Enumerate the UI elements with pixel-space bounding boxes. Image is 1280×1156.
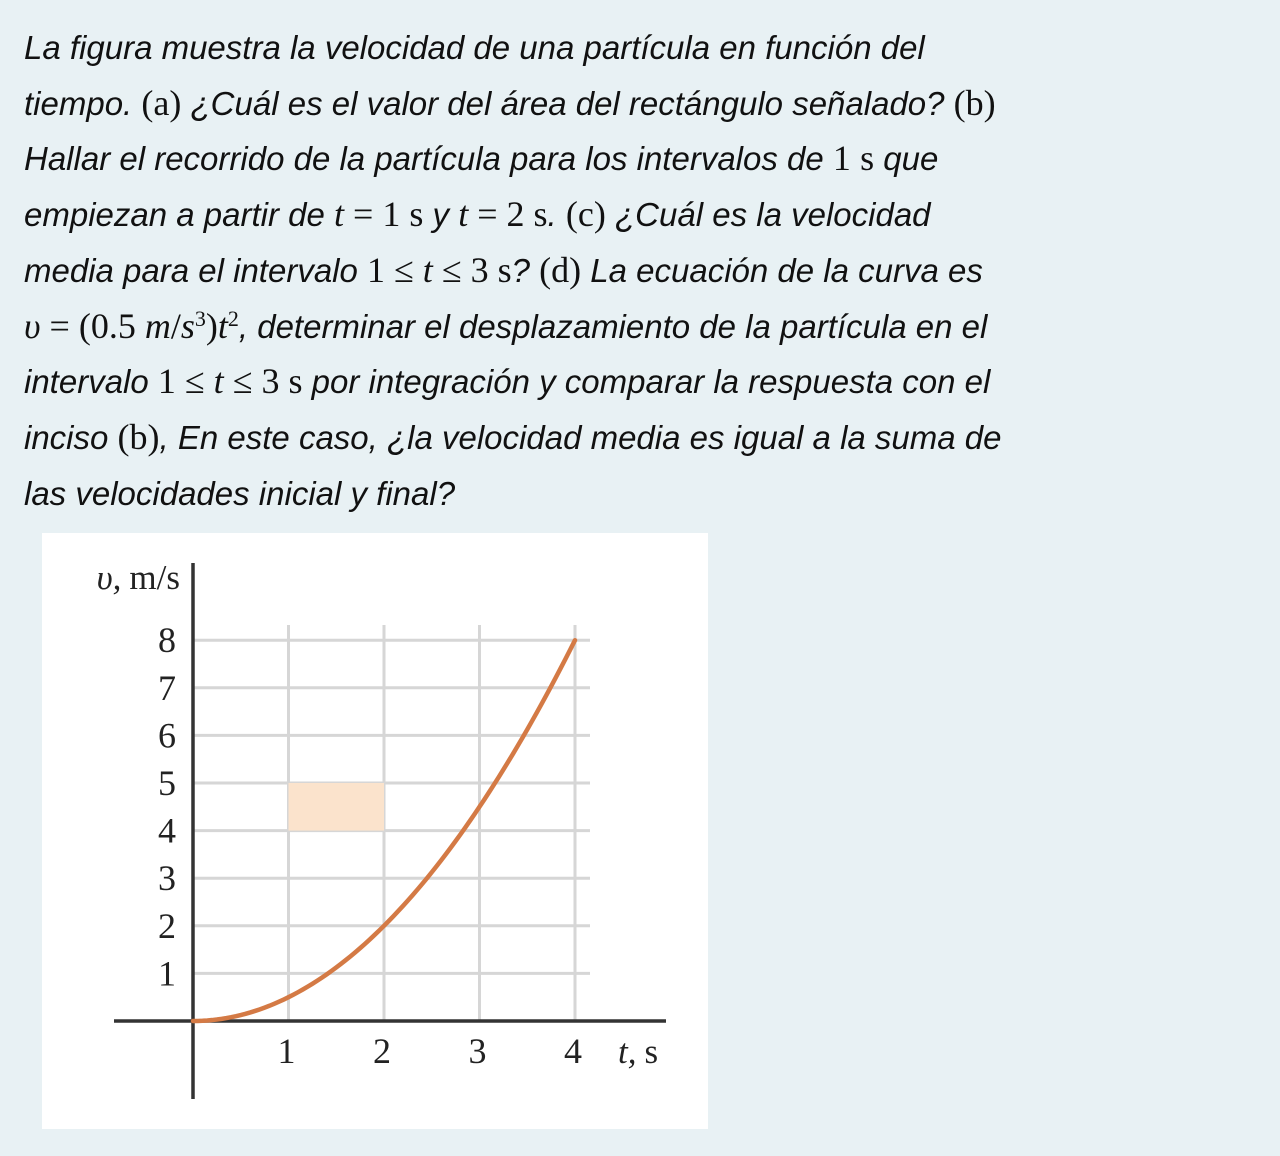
math: = 2 (468, 194, 534, 235)
problem-line-3 (24, 131, 1264, 187)
y-axis-unit: m/s (129, 558, 180, 597)
x-tick-labels (278, 1031, 583, 1071)
highlighted-rectangle (289, 783, 385, 831)
math: t (213, 361, 224, 402)
part-b-label: (b) (953, 82, 996, 123)
math: 1 ≤ (367, 249, 423, 290)
problem-line-9 (24, 466, 1264, 522)
math: ≤ 3 (432, 249, 498, 290)
x-tick-label: 3 (468, 1031, 487, 1071)
problem-line-7 (24, 354, 1264, 410)
part-a-label: (a) (141, 82, 182, 123)
text: inciso (24, 418, 118, 456)
y-tick-label: 4 (158, 810, 176, 851)
math: m (144, 305, 171, 346)
text: ? (511, 251, 540, 289)
text: ¿Cuál es la velocidad (605, 196, 931, 234)
velocity-time-figure (42, 533, 708, 1129)
problem-line-1 (24, 20, 1264, 76)
math: s (533, 194, 548, 235)
math: s (860, 138, 875, 179)
text: por integración y comparar la respuesta con el (302, 363, 991, 401)
x-tick-label: 2 (373, 1031, 391, 1071)
text: . (547, 196, 566, 234)
velocity-time-chart (42, 533, 708, 1129)
text: , determinar el desplazamiento de la partícula en el (238, 307, 988, 345)
text: intervalo (24, 363, 158, 401)
text: Hallar el recorrido de la partícula para los intervalos de (24, 140, 833, 178)
part-b-ref: (b) (117, 416, 160, 457)
y-tick-label: 3 (158, 858, 176, 899)
y-tick-label: 2 (158, 905, 176, 946)
text: y (423, 196, 459, 234)
y-tick-label: 7 (158, 667, 176, 708)
math: s (409, 194, 424, 235)
text: La ecuación de la curva es (581, 251, 983, 289)
math: ≤ 3 (223, 361, 289, 402)
y-tick-label: 6 (158, 715, 176, 756)
math: t (458, 194, 469, 235)
math: = (0.5 (40, 305, 145, 346)
text: empiezan a partir de (24, 196, 335, 234)
text: tiempo. (24, 84, 142, 122)
problem-statement (24, 20, 1264, 521)
y-tick-label: 5 (158, 763, 176, 803)
grid (193, 625, 590, 1021)
math: 1 ≤ (157, 361, 214, 402)
problem-line-4 (24, 187, 1264, 243)
math: s (497, 249, 512, 290)
problem-line-2 (24, 76, 1264, 132)
math: υ (24, 305, 41, 346)
text: ¿Cuál es el valor del área del rectángulo señalado? (181, 84, 954, 122)
problem-line-5 (24, 243, 1264, 299)
y-tick-label: 8 (158, 620, 176, 661)
text: , En este caso, ¿la velocidad media es igual a la suma de (159, 418, 1002, 456)
exponent: 3 (194, 305, 206, 331)
math: s (180, 305, 195, 346)
math: = 1 (344, 194, 410, 235)
problem-line-6 (24, 299, 1264, 355)
math: ) (205, 305, 218, 346)
text: media para el intervalo (24, 251, 368, 289)
part-d-label: (d) (539, 249, 582, 290)
math: s (288, 361, 303, 402)
x-axis-variable: t, (618, 1032, 637, 1071)
text: las velocidades inicial y final? (24, 474, 456, 512)
exponent: 2 (227, 305, 239, 331)
x-tick-label: 1 (277, 1031, 296, 1071)
math: / (170, 305, 181, 346)
y-tick-labels (158, 620, 176, 993)
text: que (874, 140, 939, 178)
x-axis-unit: s (644, 1032, 659, 1071)
x-tick-label: 4 (564, 1031, 582, 1071)
math: t (217, 305, 228, 346)
y-tick-label: 1 (158, 953, 176, 994)
math: t (422, 249, 433, 290)
text: La figura muestra la velocidad de una partícula en función del (24, 29, 925, 66)
y-axis-variable: υ, (96, 558, 122, 597)
x-axis-label (618, 1032, 658, 1071)
problem-line-8 (24, 410, 1264, 466)
part-c-label: (c) (565, 194, 606, 235)
y-axis-label (97, 558, 180, 597)
math: t (334, 194, 345, 235)
math: 1 (832, 138, 851, 179)
